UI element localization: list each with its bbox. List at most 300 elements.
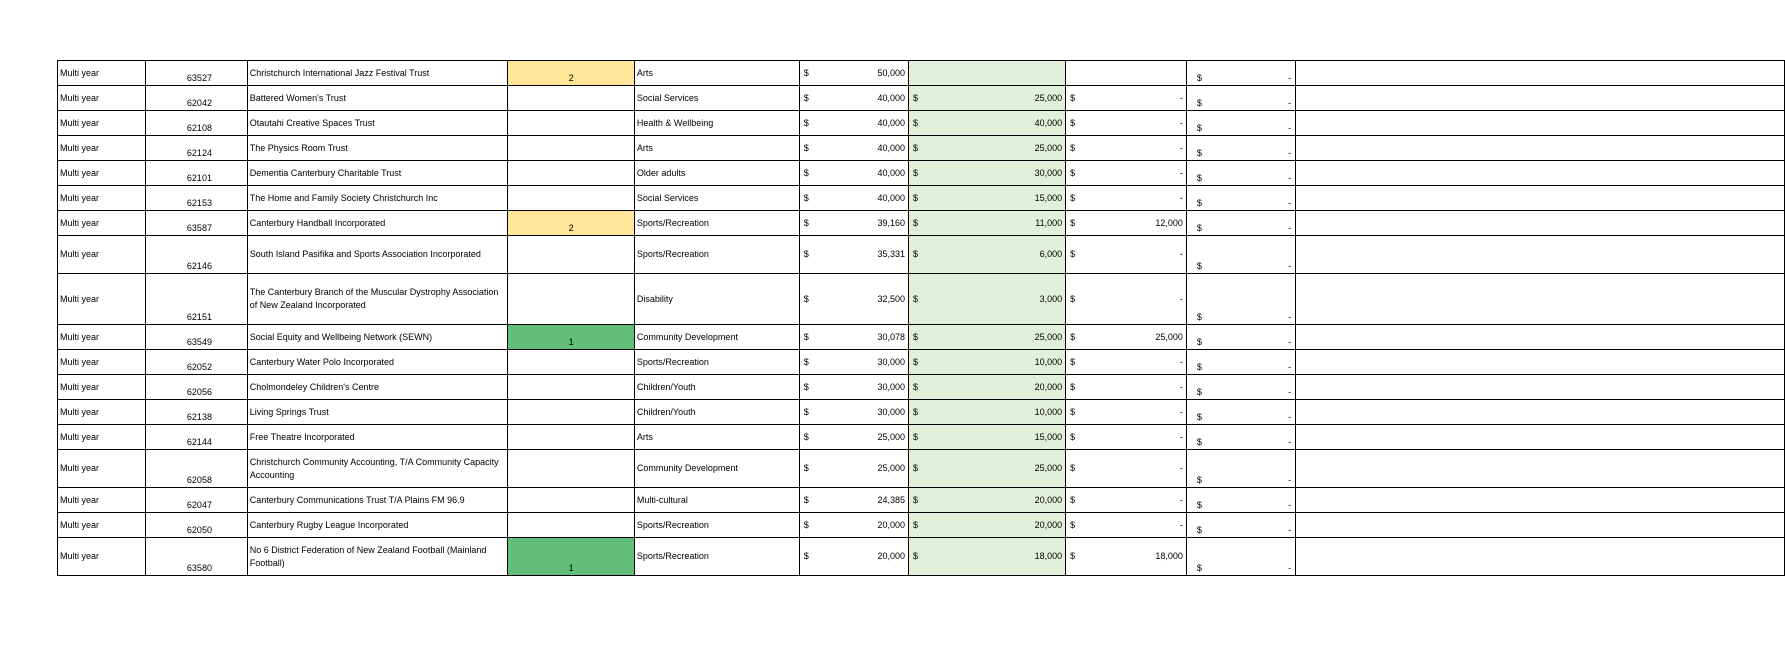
currency-symbol: $	[1070, 356, 1076, 367]
currency-symbol: $	[803, 519, 809, 530]
allocated-amount-cell-value: -	[1179, 293, 1183, 304]
table-row	[58, 274, 1785, 325]
currency-symbol: $	[912, 406, 918, 417]
currency-symbol: $	[803, 117, 809, 128]
recommended-amount-cell-value: 20,000	[1034, 494, 1063, 505]
allocated-amount-cell	[1066, 450, 1187, 488]
recommended-amount-cell	[908, 450, 1065, 488]
amount-requested-cell-value: 40,000	[877, 192, 905, 203]
amount-requested-cell	[799, 400, 908, 425]
currency-symbol: $	[912, 167, 918, 178]
recommended-amount-cell-value: 25,000	[1034, 142, 1063, 153]
recommended-amount-cell	[908, 136, 1065, 161]
currency-symbol: $	[912, 117, 918, 128]
currency-symbol: $	[803, 293, 809, 304]
total-value: -	[1288, 198, 1292, 208]
currency-symbol: $	[912, 431, 918, 442]
table-row	[58, 350, 1785, 375]
category-cell: Sports/Recreation	[634, 211, 799, 236]
currency-symbol: $	[803, 249, 809, 259]
currency-symbol: $	[912, 463, 918, 473]
currency-symbol: $	[1196, 312, 1202, 322]
table-row	[58, 186, 1785, 211]
total-value: -	[1288, 98, 1292, 108]
currency-symbol: $	[912, 381, 918, 392]
empty-cell	[1296, 236, 1785, 274]
organisation-cell: The Canterbury Branch of the Muscular Dystrophy Association of New Zealand Incorporated	[247, 274, 508, 325]
organisation-cell: Canterbury Handball Incorporated	[247, 211, 508, 236]
total-value: -	[1288, 261, 1292, 271]
application-id-cell: 62101	[146, 161, 248, 186]
allocated-amount-cell	[1066, 236, 1187, 274]
recommended-amount-cell	[908, 111, 1065, 136]
currency-symbol: $	[1070, 142, 1076, 153]
funding-type-cell: Multi year	[58, 274, 146, 325]
priority-rank-cell	[508, 186, 635, 211]
application-id-cell: 62052	[146, 350, 248, 375]
recommended-amount-cell	[908, 325, 1065, 350]
application-id-cell: 62058	[146, 450, 248, 488]
table-row	[58, 325, 1785, 350]
funding-type-cell: Multi year	[58, 538, 146, 576]
total-cell	[1186, 236, 1295, 274]
allocated-amount-cell-value: -	[1179, 142, 1183, 153]
allocated-amount-cell	[1066, 325, 1187, 350]
allocated-amount-cell	[1066, 488, 1187, 513]
priority-rank-cell: 1	[508, 538, 635, 576]
application-id-cell: 63549	[146, 325, 248, 350]
total-cell	[1186, 400, 1295, 425]
total-value: -	[1288, 362, 1292, 372]
organisation-cell: Christchurch Community Accounting, T/A Community Capacity Accounting	[247, 450, 508, 488]
amount-requested-cell-value: 25,000	[877, 463, 905, 473]
priority-rank-cell	[508, 400, 635, 425]
amount-requested-cell	[799, 425, 908, 450]
category-cell: Older adults	[634, 161, 799, 186]
priority-rank-cell	[508, 350, 635, 375]
priority-rank-cell	[508, 86, 635, 111]
currency-symbol: $	[1196, 98, 1202, 108]
recommended-amount-cell	[908, 274, 1065, 325]
empty-cell	[1296, 488, 1785, 513]
currency-symbol: $	[1196, 500, 1202, 510]
currency-symbol: $	[1196, 261, 1202, 271]
currency-symbol: $	[803, 217, 809, 228]
currency-symbol: $	[912, 356, 918, 367]
organisation-cell: Cholmondeley Children's Centre	[247, 375, 508, 400]
table-row	[58, 513, 1785, 538]
allocated-amount-cell	[1066, 161, 1187, 186]
funding-type-cell: Multi year	[58, 111, 146, 136]
total-value: -	[1288, 123, 1292, 133]
amount-requested-cell-value: 39,160	[877, 217, 905, 228]
currency-symbol: $	[803, 356, 809, 367]
empty-cell	[1296, 375, 1785, 400]
allocated-amount-cell	[1066, 136, 1187, 161]
application-id-cell: 62042	[146, 86, 248, 111]
amount-requested-cell	[799, 61, 908, 86]
allocated-amount-cell	[1066, 211, 1187, 236]
allocated-amount-cell	[1066, 400, 1187, 425]
allocated-amount-cell-value: -	[1179, 494, 1183, 505]
table-row	[58, 488, 1785, 513]
allocated-amount-cell	[1066, 538, 1187, 576]
organisation-cell: Battered Women's Trust	[247, 86, 508, 111]
category-cell: Community Development	[634, 450, 799, 488]
allocated-amount-cell	[1066, 111, 1187, 136]
total-cell	[1186, 136, 1295, 161]
funding-type-cell: Multi year	[58, 86, 146, 111]
currency-symbol: $	[1196, 223, 1202, 233]
allocated-amount-cell	[1066, 274, 1187, 325]
amount-requested-cell	[799, 488, 908, 513]
empty-cell	[1296, 211, 1785, 236]
total-value: -	[1288, 223, 1292, 233]
funding-type-cell: Multi year	[58, 236, 146, 274]
priority-rank-cell: 1	[508, 325, 635, 350]
application-id-cell: 62138	[146, 400, 248, 425]
total-cell	[1186, 488, 1295, 513]
recommended-amount-cell-value: 11,000	[1035, 217, 1063, 228]
funding-type-cell: Multi year	[58, 211, 146, 236]
empty-cell	[1296, 425, 1785, 450]
recommended-amount-cell	[908, 161, 1065, 186]
currency-symbol: $	[1070, 381, 1076, 392]
currency-symbol: $	[1196, 412, 1202, 422]
total-cell	[1186, 350, 1295, 375]
category-cell: Children/Youth	[634, 375, 799, 400]
currency-symbol: $	[912, 249, 918, 259]
organisation-cell: Canterbury Rugby League Incorporated	[247, 513, 508, 538]
allocated-amount-cell-value: -	[1179, 192, 1183, 203]
amount-requested-cell	[799, 236, 908, 274]
application-id-cell: 62056	[146, 375, 248, 400]
category-cell: Disability	[634, 274, 799, 325]
currency-symbol: $	[1196, 198, 1202, 208]
currency-symbol: $	[803, 381, 809, 392]
total-cell	[1186, 61, 1295, 86]
total-cell	[1186, 86, 1295, 111]
amount-requested-cell-value: 40,000	[877, 142, 905, 153]
recommended-amount-cell	[908, 425, 1065, 450]
recommended-amount-cell-value: 30,000	[1034, 167, 1063, 178]
allocated-amount-cell-value: 12,000	[1155, 217, 1183, 228]
empty-cell	[1296, 538, 1785, 576]
empty-cell	[1296, 400, 1785, 425]
table-row	[58, 61, 1785, 86]
priority-rank-cell: 2	[508, 211, 635, 236]
total-cell	[1186, 161, 1295, 186]
total-cell	[1186, 425, 1295, 450]
amount-requested-cell-value: 32,500	[877, 293, 905, 304]
total-value: -	[1288, 312, 1292, 322]
total-value: -	[1288, 437, 1292, 447]
funding-type-cell: Multi year	[58, 61, 146, 86]
organisation-cell: South Island Pasifika and Sports Association Incorporated	[247, 236, 508, 274]
currency-symbol: $	[912, 142, 918, 153]
total-value: -	[1288, 148, 1292, 158]
empty-cell	[1296, 450, 1785, 488]
priority-rank-cell	[508, 274, 635, 325]
empty-cell	[1296, 325, 1785, 350]
currency-symbol: $	[1070, 406, 1076, 417]
allocated-amount-cell-value: 18,000	[1155, 551, 1183, 561]
currency-symbol: $	[1070, 494, 1076, 505]
category-cell: Sports/Recreation	[634, 236, 799, 274]
category-cell: Sports/Recreation	[634, 513, 799, 538]
currency-symbol: $	[1070, 463, 1076, 473]
organisation-cell: The Physics Room Trust	[247, 136, 508, 161]
currency-symbol: $	[803, 331, 809, 342]
recommended-amount-cell	[908, 61, 1065, 86]
organisation-cell: Dementia Canterbury Charitable Trust	[247, 161, 508, 186]
application-id-cell: 63527	[146, 61, 248, 86]
category-cell: Social Services	[634, 186, 799, 211]
category-cell: Arts	[634, 425, 799, 450]
currency-symbol: $	[1196, 173, 1202, 183]
category-cell: Arts	[634, 61, 799, 86]
amount-requested-cell	[799, 450, 908, 488]
allocated-amount-cell-value: -	[1179, 431, 1183, 442]
allocated-amount-cell	[1066, 425, 1187, 450]
amount-requested-cell-value: 35,331	[877, 249, 905, 259]
recommended-amount-cell	[908, 186, 1065, 211]
currency-symbol: $	[803, 142, 809, 153]
total-cell	[1186, 274, 1295, 325]
allocated-amount-cell-value: -	[1179, 356, 1183, 367]
amount-requested-cell-value: 40,000	[877, 117, 905, 128]
table-row	[58, 450, 1785, 488]
currency-symbol: $	[1070, 192, 1076, 203]
organisation-cell: Canterbury Communications Trust T/A Plains FM 96.9	[247, 488, 508, 513]
currency-symbol: $	[912, 494, 918, 505]
allocated-amount-cell-value: -	[1179, 249, 1183, 259]
total-cell	[1186, 186, 1295, 211]
application-id-cell: 63587	[146, 211, 248, 236]
recommended-amount-cell-value: 3,000	[1039, 293, 1063, 304]
organisation-cell: Living Springs Trust	[247, 400, 508, 425]
amount-requested-cell	[799, 111, 908, 136]
currency-symbol: $	[1196, 563, 1202, 573]
currency-symbol: $	[912, 519, 918, 530]
currency-symbol: $	[1196, 387, 1202, 397]
application-id-cell: 63580	[146, 538, 248, 576]
allocated-amount-cell-value: 25,000	[1155, 331, 1183, 342]
currency-symbol: $	[1196, 123, 1202, 133]
organisation-cell: Canterbury Water Polo Incorporated	[247, 350, 508, 375]
currency-symbol: $	[803, 92, 809, 103]
recommended-amount-cell-value: 15,000	[1034, 431, 1063, 442]
table-row	[58, 538, 1785, 576]
recommended-amount-cell-value: 20,000	[1034, 519, 1063, 530]
application-id-cell: 62151	[146, 274, 248, 325]
recommended-amount-cell	[908, 538, 1065, 576]
amount-requested-cell	[799, 538, 908, 576]
total-value: -	[1288, 73, 1292, 83]
amount-requested-cell	[799, 161, 908, 186]
allocated-amount-cell-value: -	[1179, 406, 1183, 417]
priority-rank-cell	[508, 136, 635, 161]
allocated-amount-cell-value: -	[1179, 92, 1183, 103]
currency-symbol: $	[803, 192, 809, 203]
allocated-amount-cell	[1066, 186, 1187, 211]
category-cell: Health & Wellbeing	[634, 111, 799, 136]
category-cell: Arts	[634, 136, 799, 161]
currency-symbol: $	[803, 406, 809, 417]
currency-symbol: $	[1196, 337, 1202, 347]
recommended-amount-cell	[908, 375, 1065, 400]
currency-symbol: $	[1070, 92, 1076, 103]
currency-symbol: $	[912, 551, 918, 561]
total-value: -	[1288, 337, 1292, 347]
amount-requested-cell-value: 24,385	[877, 494, 905, 505]
currency-symbol: $	[1070, 117, 1076, 128]
currency-symbol: $	[1196, 148, 1202, 158]
funding-type-cell: Multi year	[58, 350, 146, 375]
allocated-amount-cell	[1066, 513, 1187, 538]
funding-type-cell: Multi year	[58, 400, 146, 425]
total-cell	[1186, 211, 1295, 236]
total-value: -	[1288, 412, 1292, 422]
category-cell: Sports/Recreation	[634, 350, 799, 375]
total-cell	[1186, 111, 1295, 136]
funding-type-cell: Multi year	[58, 488, 146, 513]
currency-symbol: $	[1196, 362, 1202, 372]
total-cell	[1186, 450, 1295, 488]
priority-rank-cell	[508, 450, 635, 488]
empty-cell	[1296, 86, 1785, 111]
table-row	[58, 86, 1785, 111]
currency-symbol: $	[912, 217, 918, 228]
currency-symbol: $	[912, 331, 918, 342]
recommended-amount-cell	[908, 488, 1065, 513]
application-id-cell: 62153	[146, 186, 248, 211]
currency-symbol: $	[1196, 437, 1202, 447]
allocated-amount-cell-value: -	[1179, 463, 1183, 473]
total-cell	[1186, 513, 1295, 538]
table-row	[58, 236, 1785, 274]
category-cell: Community Development	[634, 325, 799, 350]
empty-cell	[1296, 111, 1785, 136]
currency-symbol: $	[1070, 167, 1076, 178]
total-value: -	[1288, 387, 1292, 397]
recommended-amount-cell	[908, 513, 1065, 538]
table-row	[58, 375, 1785, 400]
currency-symbol: $	[803, 431, 809, 442]
recommended-amount-cell	[908, 350, 1065, 375]
currency-symbol: $	[1070, 519, 1076, 530]
funding-type-cell: Multi year	[58, 425, 146, 450]
currency-symbol: $	[1070, 293, 1076, 304]
currency-symbol: $	[803, 551, 809, 561]
application-id-cell: 62124	[146, 136, 248, 161]
funding-type-cell: Multi year	[58, 375, 146, 400]
allocated-amount-cell	[1066, 86, 1187, 111]
total-cell	[1186, 538, 1295, 576]
currency-symbol: $	[1070, 551, 1076, 561]
amount-requested-cell-value: 30,078	[877, 331, 905, 342]
amount-requested-cell-value: 25,000	[877, 431, 905, 442]
allocated-amount-cell-value: -	[1179, 167, 1183, 178]
category-cell: Children/Youth	[634, 400, 799, 425]
funding-table	[57, 60, 1785, 576]
empty-cell	[1296, 274, 1785, 325]
organisation-cell: Otautahi Creative Spaces Trust	[247, 111, 508, 136]
recommended-amount-cell	[908, 86, 1065, 111]
recommended-amount-cell-value: 25,000	[1034, 463, 1063, 473]
amount-requested-cell-value: 30,000	[877, 356, 905, 367]
recommended-amount-cell-value: 10,000	[1034, 356, 1063, 367]
currency-symbol: $	[1070, 431, 1076, 442]
organisation-cell: Social Equity and Wellbeing Network (SEWN)	[247, 325, 508, 350]
table-row	[58, 400, 1785, 425]
funding-type-cell: Multi year	[58, 186, 146, 211]
allocated-amount-cell-value: -	[1179, 117, 1183, 128]
priority-rank-cell	[508, 236, 635, 274]
organisation-cell: Free Theatre Incorporated	[247, 425, 508, 450]
allocated-amount-cell	[1066, 375, 1187, 400]
recommended-amount-cell	[908, 236, 1065, 274]
empty-cell	[1296, 61, 1785, 86]
currency-symbol: $	[803, 494, 809, 505]
category-cell: Social Services	[634, 86, 799, 111]
currency-symbol: $	[1196, 73, 1202, 83]
priority-rank-cell	[508, 488, 635, 513]
recommended-amount-cell-value: 18,000	[1034, 551, 1063, 561]
total-cell	[1186, 375, 1295, 400]
allocated-amount-cell	[1066, 61, 1187, 86]
currency-symbol: $	[912, 92, 918, 103]
recommended-amount-cell-value: 25,000	[1034, 92, 1063, 103]
total-value: -	[1288, 563, 1292, 573]
amount-requested-cell-value: 30,000	[877, 406, 905, 417]
funding-type-cell: Multi year	[58, 325, 146, 350]
amount-requested-cell-value: 40,000	[877, 92, 905, 103]
recommended-amount-cell	[908, 211, 1065, 236]
recommended-amount-cell-value: 20,000	[1034, 381, 1063, 392]
funding-type-cell: Multi year	[58, 136, 146, 161]
amount-requested-cell	[799, 375, 908, 400]
total-value: -	[1288, 173, 1292, 183]
funding-type-cell: Multi year	[58, 513, 146, 538]
organisation-cell: The Home and Family Society Christchurch Inc	[247, 186, 508, 211]
currency-symbol: $	[803, 67, 809, 78]
category-cell: Sports/Recreation	[634, 538, 799, 576]
allocated-amount-cell-value: -	[1179, 381, 1183, 392]
priority-rank-cell	[508, 513, 635, 538]
amount-requested-cell-value: 30,000	[877, 381, 905, 392]
currency-symbol: $	[1070, 249, 1076, 259]
amount-requested-cell	[799, 211, 908, 236]
application-id-cell: 62108	[146, 111, 248, 136]
currency-symbol: $	[1196, 525, 1202, 535]
funding-type-cell: Multi year	[58, 450, 146, 488]
table-row	[58, 136, 1785, 161]
application-id-cell: 62144	[146, 425, 248, 450]
priority-rank-cell	[508, 425, 635, 450]
recommended-amount-cell-value: 6,000	[1039, 249, 1063, 259]
application-id-cell: 62050	[146, 513, 248, 538]
priority-rank-cell	[508, 111, 635, 136]
amount-requested-cell	[799, 350, 908, 375]
currency-symbol: $	[912, 192, 918, 203]
table-body	[58, 61, 1785, 576]
priority-rank-cell	[508, 375, 635, 400]
amount-requested-cell	[799, 274, 908, 325]
amount-requested-cell	[799, 136, 908, 161]
total-value: -	[1288, 475, 1292, 485]
table-row	[58, 161, 1785, 186]
